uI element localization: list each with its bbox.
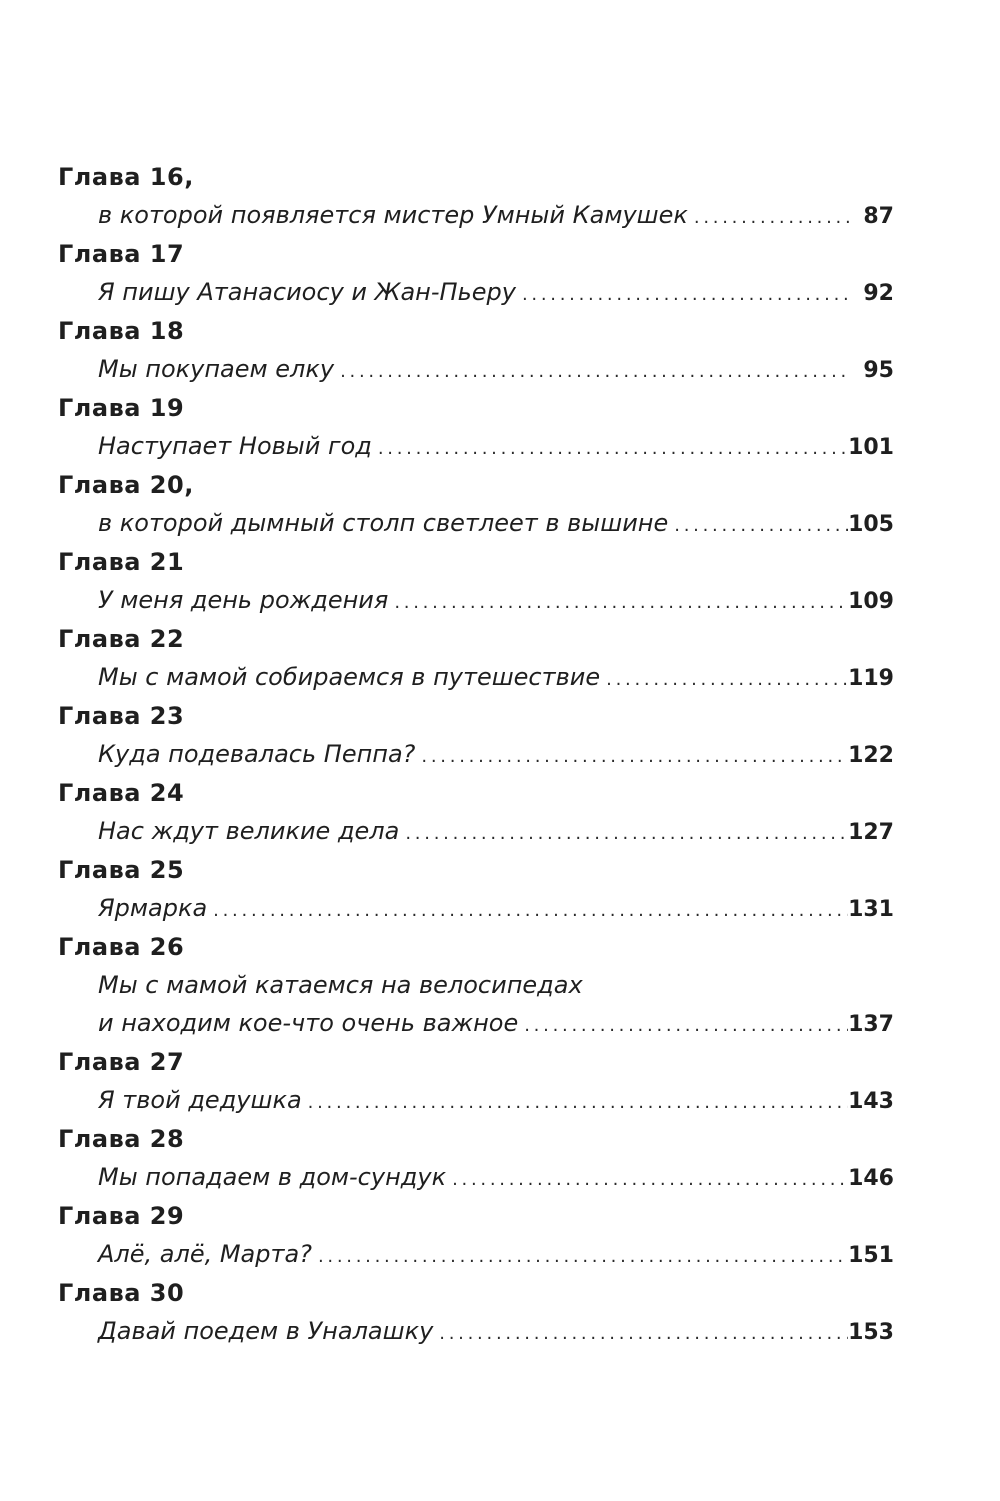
- page-number: 131: [848, 897, 894, 922]
- chapter-title: Наступает Новый год: [98, 432, 372, 460]
- toc-entry-28[interactable]: [58, 1120, 894, 1196]
- dot-leader: [600, 661, 848, 699]
- dot-leader: [446, 1161, 848, 1199]
- chapter-title: Нас ждут великие дела: [98, 817, 400, 845]
- page-number: 153: [848, 1320, 894, 1345]
- chapter-heading: Глава 24: [58, 779, 185, 807]
- chapter-heading: Глава 20,: [58, 471, 194, 499]
- chapter-heading: Глава 22: [58, 625, 185, 653]
- chapter-title: и находим кое-что очень важное: [98, 1009, 519, 1037]
- chapter-heading: Глава 28: [58, 1125, 185, 1153]
- chapter-title-line: [58, 1312, 894, 1350]
- chapter-heading: Глава 26: [58, 933, 185, 961]
- dot-leader: [415, 738, 848, 776]
- dot-leader: [207, 892, 848, 930]
- page-number: 151: [848, 1243, 894, 1268]
- chapter-title-line: [58, 350, 894, 388]
- page-number: 92: [863, 281, 894, 306]
- chapter-title: У меня день рождения: [98, 586, 389, 614]
- toc-entry-27[interactable]: [58, 1043, 894, 1119]
- dot-leader: [302, 1084, 848, 1122]
- chapter-title: в которой появляется мистер Умный Камушек: [98, 201, 688, 229]
- page-number: 122: [848, 743, 894, 768]
- chapter-title-line: [58, 1235, 894, 1273]
- page-number: 119: [848, 666, 894, 691]
- chapter-title-line: [58, 427, 894, 465]
- chapter-title-line: [58, 196, 894, 234]
- page-number: 87: [863, 204, 894, 229]
- chapter-title-line: [58, 658, 894, 696]
- toc-entry-19[interactable]: [58, 389, 894, 465]
- chapter-title-line: [58, 812, 894, 850]
- dot-leader: [518, 1007, 848, 1045]
- chapter-heading: Глава 21: [58, 548, 185, 576]
- chapter-title: Куда подевалась Пеппа?: [98, 740, 416, 768]
- toc-entry-21[interactable]: [58, 543, 894, 619]
- chapter-title-line: [58, 1158, 894, 1196]
- page-number: 95: [863, 358, 894, 383]
- dot-leader: [334, 353, 850, 391]
- toc-entry-23[interactable]: [58, 697, 894, 773]
- toc-entry-16[interactable]: [58, 158, 894, 234]
- chapter-title: Я пишу Атанасиосу и Жан-Пьеру: [98, 278, 516, 306]
- dot-leader: [372, 430, 848, 468]
- dot-leader: [388, 584, 848, 622]
- chapter-heading: Глава 25: [58, 856, 185, 884]
- chapter-heading: Глава 17: [58, 240, 185, 268]
- chapter-title: Ярмарка: [98, 894, 208, 922]
- chapter-title: Давай поедем в Уналашку: [98, 1317, 434, 1345]
- page-number: 109: [848, 589, 894, 614]
- page-number: 127: [848, 820, 894, 845]
- chapter-title-line: [58, 1004, 894, 1042]
- chapter-title-line: [58, 889, 894, 927]
- toc-entry-29[interactable]: [58, 1197, 894, 1273]
- page-number: 146: [848, 1166, 894, 1191]
- toc-entry-18[interactable]: [58, 312, 894, 388]
- dot-leader: [399, 815, 848, 853]
- chapter-title: Мы покупаем елку: [98, 355, 335, 383]
- dot-leader: [312, 1238, 848, 1276]
- page-number: 105: [848, 512, 894, 537]
- page-number: 101: [848, 435, 894, 460]
- toc-entry-24[interactable]: [58, 774, 894, 850]
- chapter-title: Мы попадаем в дом-сундук: [98, 1163, 447, 1191]
- dot-leader: [433, 1315, 848, 1353]
- toc-entry-22[interactable]: [58, 620, 894, 696]
- chapter-heading: Глава 29: [58, 1202, 185, 1230]
- chapter-title-line: [58, 581, 894, 619]
- chapter-heading: Глава 19: [58, 394, 185, 422]
- chapter-title-line: [58, 504, 894, 542]
- dot-leader: [516, 276, 850, 314]
- toc-entry-20[interactable]: [58, 466, 894, 542]
- chapter-title-line: [58, 273, 894, 311]
- toc-entry-30[interactable]: [58, 1274, 894, 1350]
- toc-entry-26[interactable]: [58, 928, 894, 1042]
- chapter-heading: Глава 18: [58, 317, 185, 345]
- chapter-heading: Глава 30: [58, 1279, 185, 1307]
- dot-leader: [688, 199, 850, 237]
- chapter-title: Алё, алё, Марта?: [98, 1240, 312, 1268]
- chapter-title: в которой дымный столп светлеет в вышине: [98, 509, 669, 537]
- page-number: 143: [848, 1089, 894, 1114]
- chapter-title-line: [58, 1081, 894, 1119]
- dot-leader: [668, 507, 848, 545]
- chapter-title: Мы с мамой собираемся в путешествие: [98, 663, 601, 691]
- chapter-heading: Глава 16,: [58, 163, 194, 191]
- chapter-heading: Глава 23: [58, 702, 185, 730]
- toc-entry-25[interactable]: [58, 851, 894, 927]
- chapter-title-first-line: Мы с мамой катаемся на велосипедах: [98, 971, 583, 999]
- chapter-title: Я твой дедушка: [98, 1086, 302, 1114]
- page-number: 137: [848, 1012, 894, 1037]
- chapter-title-line: [58, 735, 894, 773]
- chapter-heading: Глава 27: [58, 1048, 185, 1076]
- toc-entry-17[interactable]: [58, 235, 894, 311]
- table-of-contents: [58, 158, 894, 1351]
